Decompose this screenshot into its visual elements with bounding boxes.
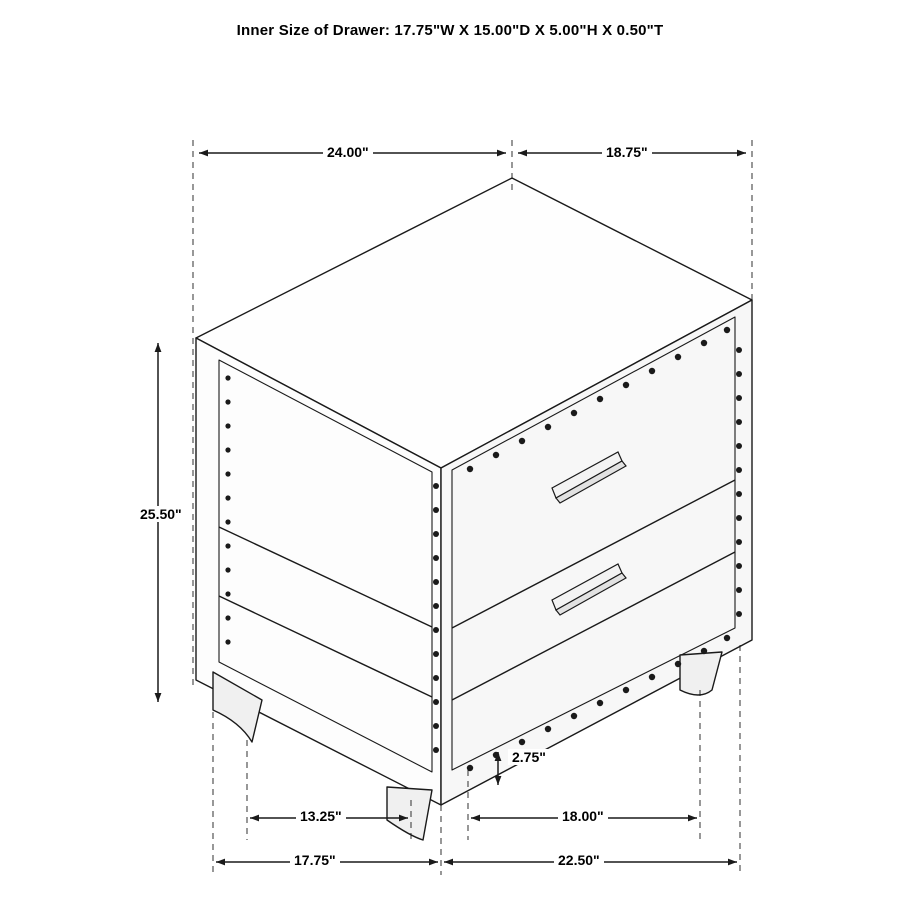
cabinet-body (196, 178, 752, 840)
dim-height: 25.50" (136, 506, 186, 522)
page-title: Inner Size of Drawer: 17.75"W X 15.00"D X 5.00"H X 0.50"T (236, 22, 664, 39)
dim-inner-right: 18.00" (558, 808, 608, 824)
dim-outer-right: 22.50" (554, 852, 604, 868)
dim-outer-left: 17.75" (290, 852, 340, 868)
dim-inner-left: 13.25" (296, 808, 346, 824)
dim-top-width: 24.00" (323, 144, 373, 160)
dim-leg-height: 2.75" (508, 749, 550, 765)
dim-top-depth: 18.75" (602, 144, 652, 160)
